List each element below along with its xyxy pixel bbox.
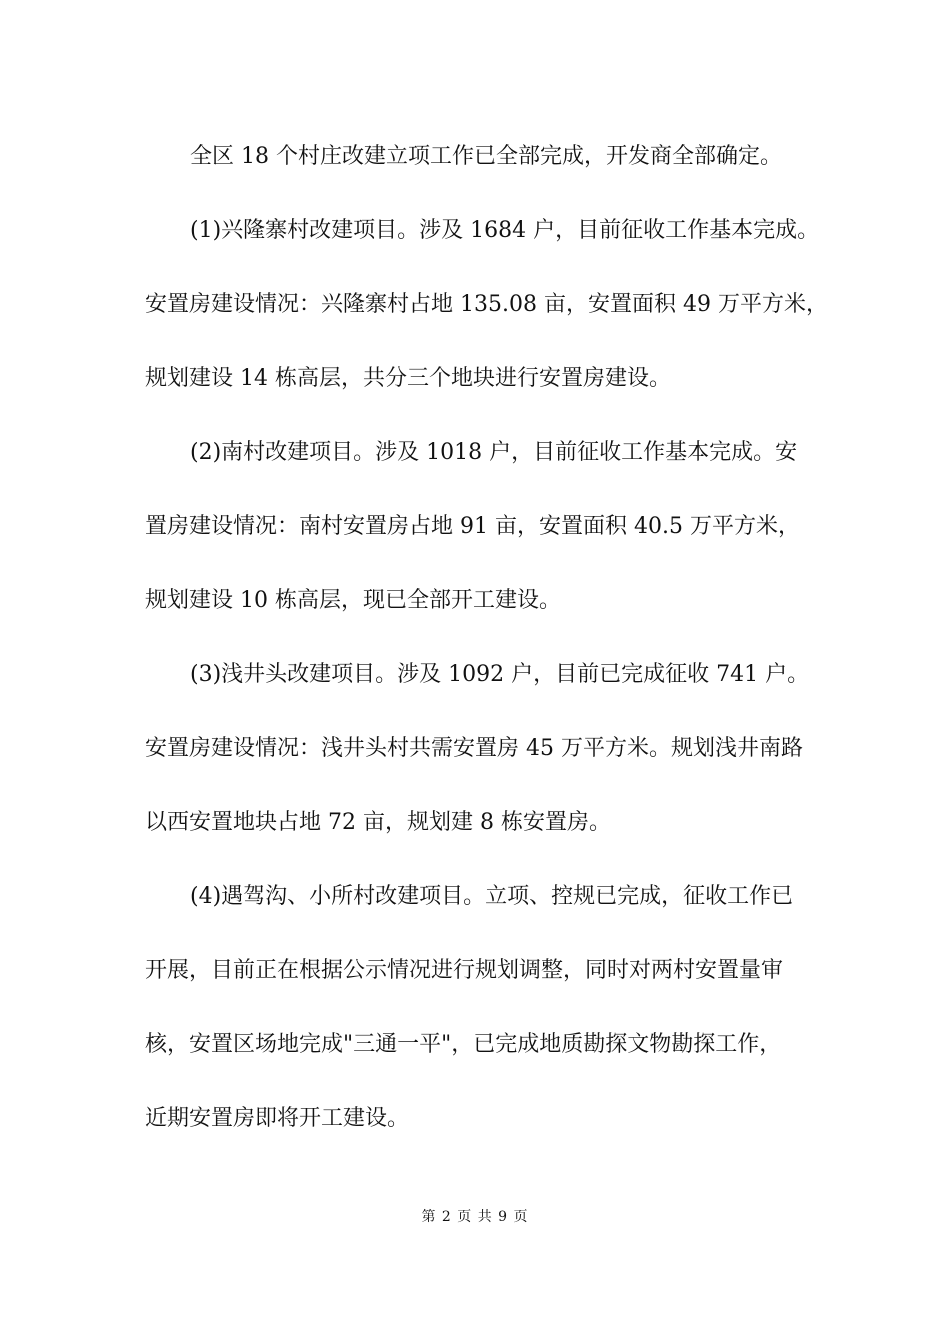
- paragraph-4-line-3: 核，安置区场地完成"三通一平"，已完成地质勘探文物勘探工作，: [145, 1032, 782, 1057]
- paragraph-3-line-2: 安置房建设情况：浅井头村共需安置房 45 万平方米。规划浅井南路: [145, 736, 803, 761]
- paragraph-1-line-3: 规划建设 14 栋高层，共分三个地块进行安置房建设。: [145, 366, 671, 391]
- paragraph-4-line-2: 开展，目前正在根据公示情况进行规划调整，同时对两村安置量审: [145, 958, 784, 983]
- paragraph-4-line-1: (4)遇驾沟、小所村改建项目。立项、控规已完成，征收工作已: [190, 884, 794, 909]
- paragraph-1-line-2: 安置房建设情况：兴隆寨村占地 135.08 亩，安置面积 49 万平方米，: [145, 292, 828, 317]
- paragraph-1-line-1: (1)兴隆寨村改建项目。涉及 1684 户，目前征收工作基本完成。: [190, 218, 820, 243]
- paragraph-2-line-1: (2)南村改建项目。涉及 1018 户，目前征收工作基本完成。安: [190, 440, 798, 465]
- paragraph-2-line-3: 规划建设 10 栋高层，现已全部开工建设。: [145, 588, 561, 613]
- page-number-footer: 第 2 页 共 9 页: [421, 1209, 529, 1225]
- paragraph-intro-line-1: 全区 18 个村庄改建立项工作已全部完成，开发商全部确定。: [190, 144, 782, 169]
- paragraph-2-line-2: 置房建设情况：南村安置房占地 91 亩，安置面积 40.5 万平方米，: [145, 514, 800, 539]
- paragraph-3-line-1: (3)浅井头改建项目。涉及 1092 户，目前已完成征收 741 户。: [190, 662, 810, 687]
- paragraph-4-line-4: 近期安置房即将开工建设。: [145, 1106, 410, 1131]
- paragraph-3-line-3: 以西安置地块占地 72 亩，规划建 8 栋安置房。: [145, 810, 611, 835]
